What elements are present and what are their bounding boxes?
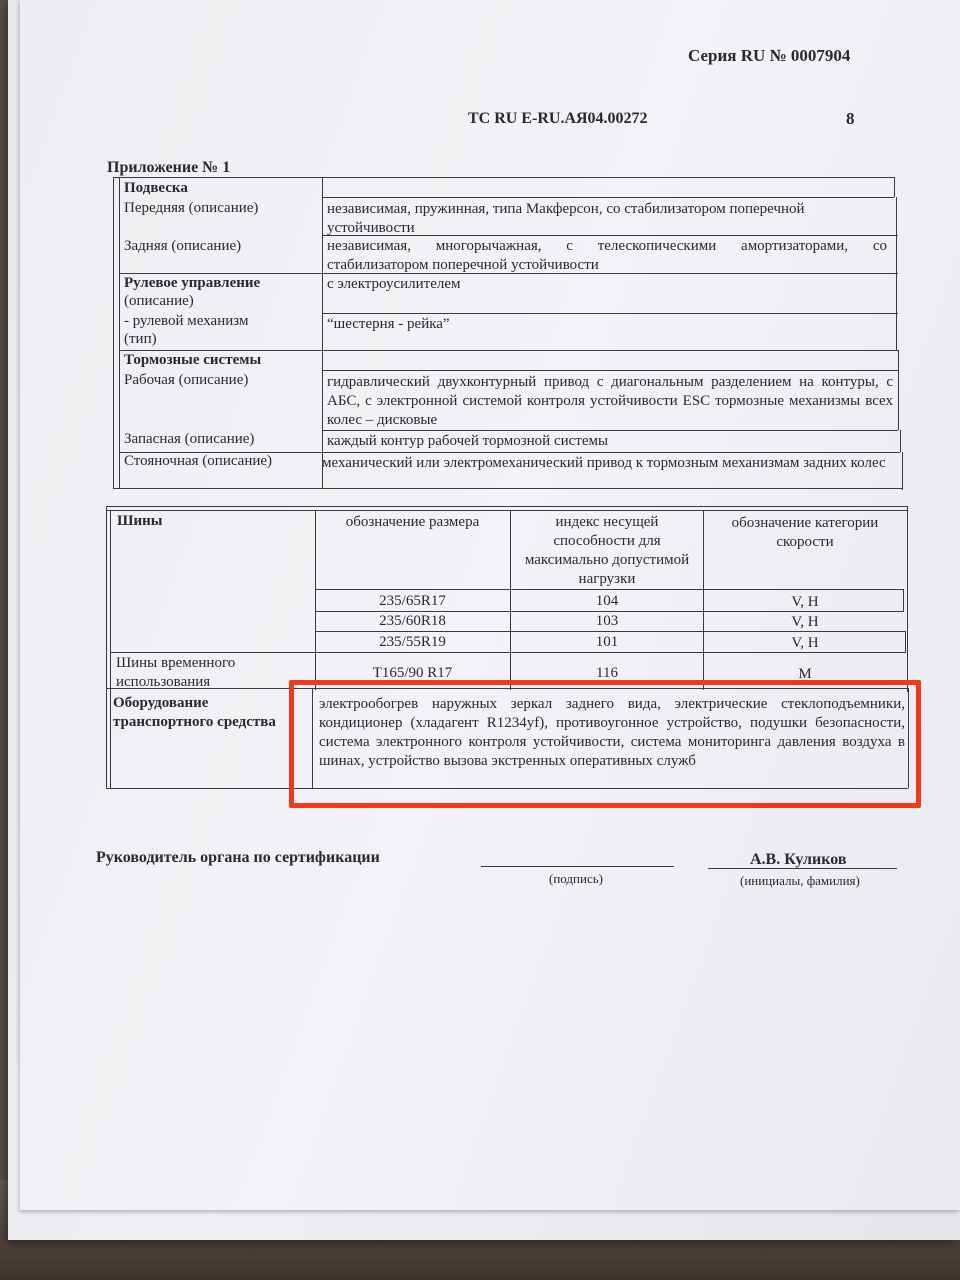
equipment-label	[113, 694, 309, 732]
steering-desc-label: (описание)	[124, 293, 194, 309]
tire-size-1: 235/65R17	[379, 593, 446, 609]
rear-suspension-value: независимая, многорычажная, с телескопическими амортизаторами, со стабилизатором поперечной устойчивости	[327, 238, 887, 273]
service-brake-label: Рабочая (описание)	[124, 372, 249, 388]
signature-caption: (подпись)	[549, 871, 603, 886]
spare-brake-label: Запасная (описание)	[124, 431, 255, 447]
tire-size-2: 235/60R18	[379, 613, 446, 629]
tire-load-2: 103	[595, 613, 619, 629]
signatory-name: А.В. Куликов	[750, 851, 847, 868]
page-number: 8	[846, 109, 855, 128]
highlight-box	[289, 680, 921, 808]
parking-brake-label: Стояночная (описание)	[124, 453, 273, 469]
steering-mech-label: - рулевой механизм	[124, 313, 249, 329]
tire-speed-1: V, H	[791, 594, 819, 610]
steering-mech-value: “шестерня - рейка”	[327, 316, 450, 332]
appendix-title: Приложение № 1	[107, 159, 231, 176]
spare-brake-value: каждый контур рабочей тормозной системы	[327, 433, 609, 449]
signature-role: Руководитель органа по сертификации	[96, 849, 380, 866]
steering-mech-type-label: (тип)	[124, 331, 157, 347]
parking-brake-value: механический или электромеханический привод к тормозным механизмам задних колес	[322, 455, 886, 471]
series-number: Серия RU № 0007904	[688, 46, 851, 65]
temp-tire-speed: M	[798, 666, 812, 682]
temp-tire-size: T165/90 R17	[372, 665, 453, 681]
name-line	[708, 868, 897, 869]
tire-size-3: 235/55R19	[379, 634, 446, 650]
equipment-value: электрообогрев наружных зеркал заднего вида, электрические стеклоподъемники, кондиционер (хладагент R1234yf), противоугонное устройство, подушки безопасности, система электронного контроля устойчивости, система мониторинга давления воздуха в шинах, устройство вызова экстренных оперативных служб	[319, 696, 905, 769]
tires-title: Шины	[117, 513, 163, 529]
tire-size-header: обозначение размера	[345, 514, 480, 530]
suspension-title: Подвеска	[124, 180, 188, 196]
tire-load-3: 101	[595, 634, 619, 650]
tire-speed-header: обозначение категории скорости	[731, 515, 879, 550]
steering-desc-value: с электроусилителем	[327, 276, 461, 292]
steering-title: Рулевое управление	[124, 275, 261, 291]
equipment-label-text: Оборудование транспортного средства	[113, 695, 276, 730]
rear-suspension-label: Задняя (описание)	[124, 238, 242, 254]
tire-speed-2: V, H	[791, 614, 819, 630]
tire-speed-3: V, H	[791, 635, 819, 651]
temp-tire-load: 116	[596, 665, 618, 681]
front-suspension-label: Передняя (описание)	[124, 200, 259, 216]
front-suspension-value: независимая, пружинная, типа Макферсон, со стабилизатором поперечной устойчивости	[327, 201, 805, 236]
temporary-tires-label: Шины временного использования	[116, 655, 236, 690]
name-caption: (инициалы, фамилия)	[740, 873, 860, 888]
tire-load-header: индекс несущей способности для максимально допустимой нагрузки	[524, 514, 690, 587]
tire-load-1: 104	[595, 593, 619, 609]
certificate-number: ТС RU E-RU.АЯ04.00272	[468, 110, 648, 127]
signature-line	[481, 866, 674, 867]
service-brake-value: гидравлический двухконтурный привод с диагональным разделением на контуры, с АБС, с электронной системой контроля устойчивости ESC тормозные механизмы всех колес – дисковые	[327, 374, 893, 428]
brakes-title: Тормозные системы	[124, 352, 262, 368]
